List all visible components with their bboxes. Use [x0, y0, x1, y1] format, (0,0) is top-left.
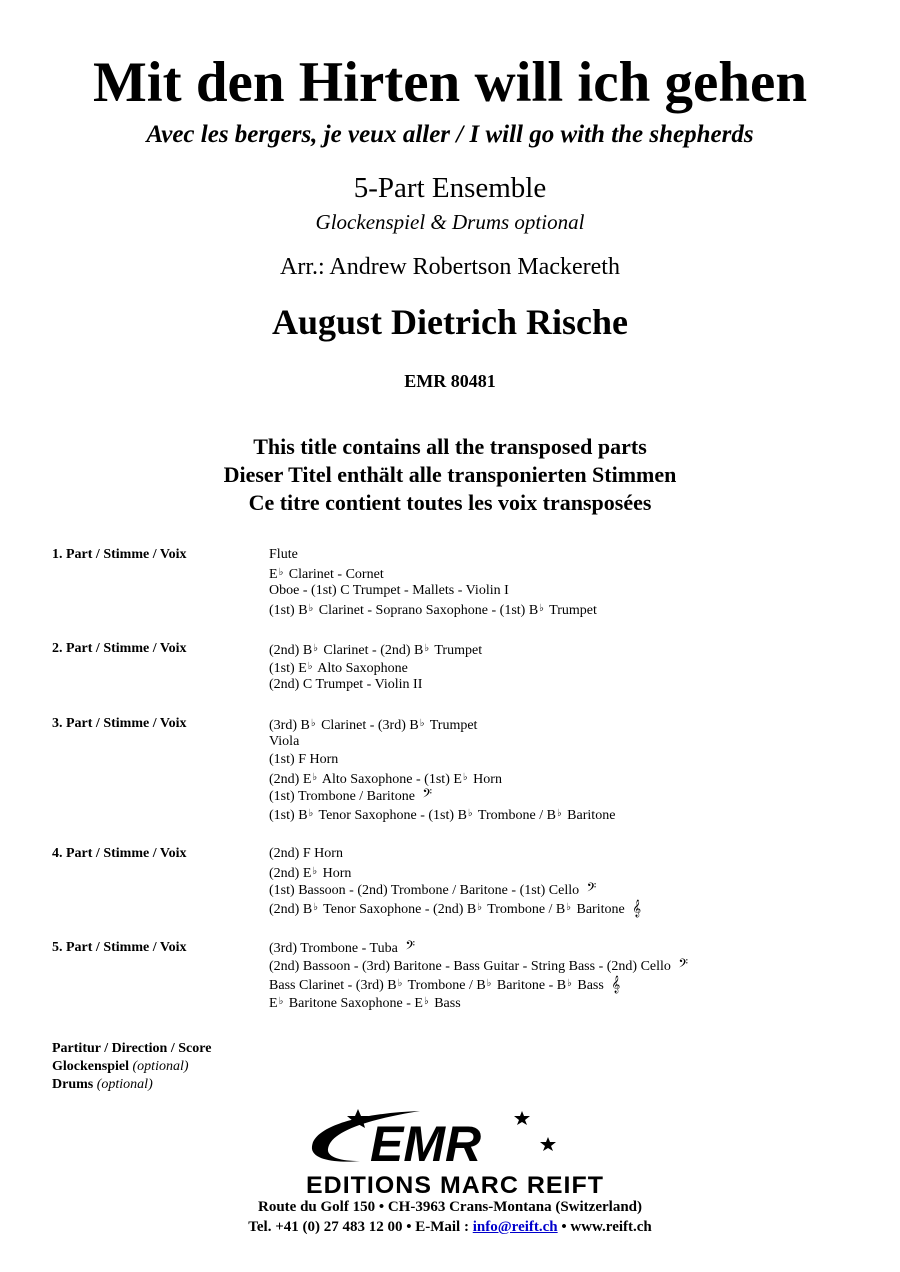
notice-english: This title contains all the transposed parts — [253, 434, 647, 459]
catalog-number: EMR 80481 — [404, 371, 496, 391]
arranger: Arr.: Andrew Robertson Mackereth — [280, 254, 620, 280]
part-4-instrument: (2nd) B♭ Tenor Saxophone - (2nd) B♭ Trombone / B♭ Baritone 𝄞 — [269, 901, 642, 917]
email-link[interactable]: info@reift.ch — [472, 1219, 558, 1235]
ensemble: 5-Part Ensemble — [353, 172, 547, 204]
part-2-instrument: (2nd) C Trumpet - Violin II — [269, 677, 423, 692]
part-1-label: 1. Part / Stimme / Voix — [52, 547, 187, 562]
part-3-instrument: (1st) F Horn — [269, 752, 339, 767]
optional-note: Glockenspiel & Drums optional — [315, 210, 585, 234]
part-1-instrument: (1st) B♭ Clarinet - Soprano Saxophone - (1st) B♭ Trumpet — [269, 603, 597, 618]
page-title: Mit den Hirten will ich gehen — [92, 51, 808, 114]
publisher-tel: Tel. +41 (0) 27 483 12 00 • E-Mail : — [248, 1219, 473, 1235]
composer: August Dietrich Rische — [272, 302, 628, 342]
part-5-instrument: Bass Clarinet - (3rd) B♭ Trombone / B♭ Baritone - B♭ Bass 𝄞 — [269, 977, 621, 993]
part-5-instrument: (2nd) Bassoon - (3rd) Baritone - Bass Guitar - String Bass - (2nd) Cello 𝄢 — [269, 958, 689, 974]
publisher-address: Route du Golf 150 • CH-3963 Crans-Montana (Switzerland) — [258, 1199, 642, 1215]
part-1-instrument: Flute — [269, 547, 298, 562]
part-3-instrument: (1st) B♭ Tenor Saxophone - (1st) B♭ Trombone / B♭ Baritone — [269, 808, 616, 823]
part-2-instrument: (1st) E♭ Alto Saxophone — [269, 661, 408, 676]
part-2-instrument: (2nd) B♭ Clarinet - (2nd) B♭ Trumpet — [269, 643, 483, 658]
part-2-label: 2. Part / Stimme / Voix — [52, 641, 187, 656]
notice-french: Ce titre contient toutes les voix transposées — [248, 490, 652, 515]
part-4-instrument: (2nd) E♭ Horn — [269, 866, 352, 881]
score-label: Partitur / Direction / Score — [52, 1041, 212, 1056]
part-5-label: 5. Part / Stimme / Voix — [52, 940, 187, 955]
publisher-contact — [0, 1218, 900, 1236]
part-1-instrument: Oboe - (1st) C Trumpet - Mallets - Violin I — [269, 583, 509, 598]
notice-german: Dieser Titel enthält alle transponierten Stimmen — [223, 462, 677, 487]
part-3-instrument: (2nd) E♭ Alto Saxophone - (1st) E♭ Horn — [269, 772, 502, 787]
part-4-label: 4. Part / Stimme / Voix — [52, 846, 187, 861]
part-4-instrument: (1st) Bassoon - (2nd) Trombone / Baritone - (1st) Cello 𝄢 — [269, 882, 597, 898]
publisher-name: EDITIONS MARC REIFT — [306, 1172, 604, 1199]
part-3-label: 3. Part / Stimme / Voix — [52, 716, 187, 731]
part-1-instrument: E♭ Clarinet - Cornet — [269, 567, 384, 582]
drums-label: Drums (optional) — [52, 1077, 153, 1092]
glockenspiel-label: Glockenspiel (optional) — [52, 1059, 189, 1074]
part-3-instrument: (3rd) B♭ Clarinet - (3rd) B♭ Trumpet — [269, 718, 478, 733]
emr-logo — [300, 1105, 610, 1200]
web-link[interactable]: • www.reift.ch — [557, 1219, 652, 1235]
part-5-instrument: E♭ Baritone Saxophone - E♭ Bass — [269, 996, 461, 1011]
part-3-instrument: (1st) Trombone / Baritone 𝄢 — [269, 788, 433, 804]
logo-emr-text: EMR — [370, 1116, 482, 1172]
part-3-instrument: Viola — [269, 734, 300, 749]
part-5-instrument: (3rd) Trombone - Tuba 𝄢 — [269, 940, 415, 956]
subtitle: Avec les bergers, je veux aller / I will go with the shepherds — [146, 121, 754, 148]
part-4-instrument: (2nd) F Horn — [269, 846, 343, 861]
